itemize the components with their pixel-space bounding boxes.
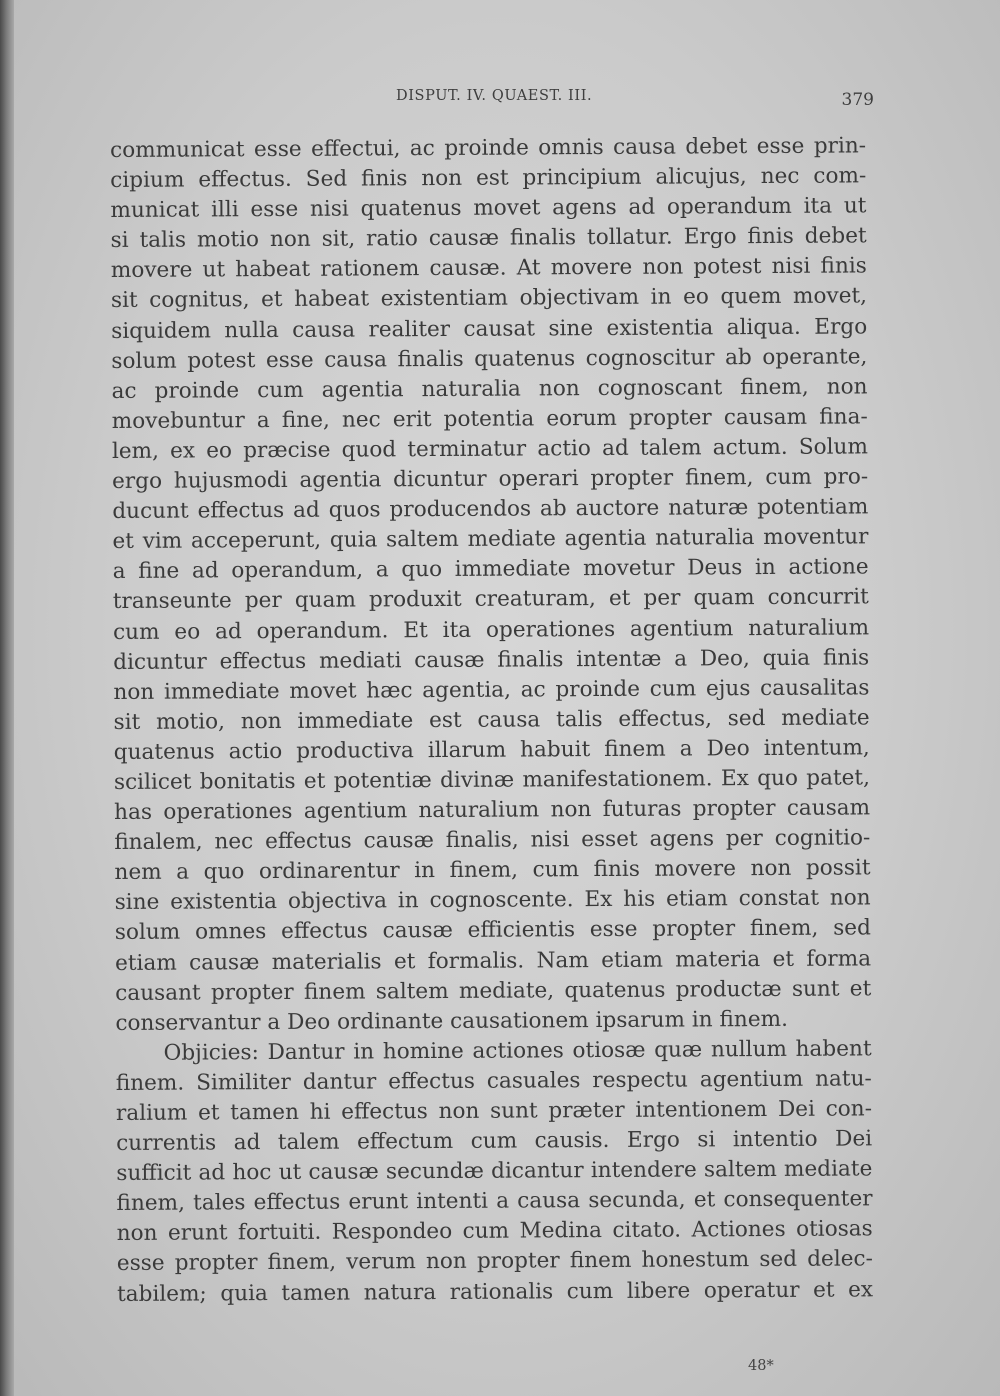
text-line: solum omnes effectus causæ efficientis esse propter finem, sed <box>114 915 871 946</box>
text-line: tabilem; quia tamen natura rationalis cum libere operatur et ex <box>116 1276 874 1307</box>
text-line: cipium effectus. Sed finis non est principium alicujus, nec com- <box>110 163 867 194</box>
page-header <box>108 88 874 112</box>
text-line: has operationes agentium naturalium non futuras propter causam <box>114 795 871 826</box>
body-text <box>110 131 873 1309</box>
text-line: finem, tales effectus erunt intenti a causa secunda, et consequenter <box>116 1186 873 1217</box>
text-line: causant propter finem saltem mediate, quatenus productæ sunt et <box>115 975 872 1006</box>
text-line: conservantur a Deo ordinante causationem ipsarum in finem. <box>115 1006 788 1036</box>
text-line: lem, ex eo præcise quod terminatur actio ad talem actum. Solum <box>111 434 868 464</box>
text-line: siquidem nulla causa realiter causat sine existentia aliqua. Ergo <box>111 313 868 344</box>
text-line: ac proinde cum agentia naturalia non cognoscant finem, non <box>111 374 868 404</box>
paragraph-2 <box>116 1034 874 1309</box>
binding-edge <box>0 0 14 1396</box>
text-line: transeunte per quam produxit creaturam, et per quam concurrit <box>112 584 869 615</box>
text-line: ralium et tamen hi effectus non sunt præter intentionem Dei con- <box>115 1096 873 1126</box>
text-line: non immediate movet hæc agentia, ac proinde cum ejus causalitas <box>113 675 870 705</box>
text-line: a fine ad operandum, a quo immediate movetur Deus in actione <box>112 554 869 585</box>
text-line: Objicies: Dantur in homine actiones otiosæ quæ nullum habent <box>163 1036 872 1066</box>
text-line: finalem, nec effectus causæ finalis, nisi esset agens per cognitio- <box>114 825 871 856</box>
text-line: si talis motio non sit, ratio causæ finalis tollatur. Ergo finis debet <box>110 223 867 254</box>
text-line: cum eo ad operandum. Et ita operationes agentium naturalium <box>112 614 870 645</box>
text-line: non erunt fortuiti. Respondeo cum Medina citato. Actiones otiosas <box>116 1216 873 1247</box>
page-number: 379 <box>841 90 874 110</box>
text-line: municat illi esse nisi quatenus movet agens ad operandum ita ut <box>110 193 867 224</box>
text-line: nem a quo ordinarentur in finem, cum finis movere non possit <box>114 855 871 886</box>
text-line: currentis ad talem effectum cum causis. Ergo si intentio Dei <box>116 1126 873 1157</box>
text-line: solum potest esse causa finalis quatenus cognoscitur ab operante, <box>111 344 868 374</box>
text-line: communicat esse effectui, ac proinde omnis causa debet esse prin- <box>110 133 867 163</box>
text-line: ducunt effectus ad quos producendos ab auctore naturæ potentiam <box>112 494 869 525</box>
signature-mark: 48* <box>748 1358 774 1374</box>
text-line: scilicet bonitatis et potentiæ divinæ manifestationem. Ex quo patet, <box>113 765 871 795</box>
text-line: sit cognitus, et habeat existentiam objectivam in eo quem movet, <box>110 283 868 314</box>
text-line: finem. Similiter dantur effectus casuales respectu agentium natu- <box>115 1066 872 1096</box>
text-line: sit motio, non immediate est causa talis effectus, sed mediate <box>113 705 870 735</box>
text-line: movebuntur a fine, nec erit potentia eorum propter causam fina- <box>111 404 868 434</box>
text-line: et vim acceperunt, quia saltem mediate agentia naturalia moventur <box>112 524 869 555</box>
text-line: ergo hujusmodi agentia dicuntur operari propter finem, cum pro- <box>112 464 869 495</box>
text-line: esse propter finem, verum non propter finem honestum sed delec- <box>116 1246 873 1277</box>
text-line: sufficit ad hoc ut causæ secundæ dicantur intendere saltem mediate <box>116 1156 873 1187</box>
text-line: movere ut habeat rationem causæ. At movere non potest nisi finis <box>110 253 867 284</box>
text-line: sine existentia objectiva in cognoscente. Ex his etiam constat non <box>114 885 871 916</box>
paragraph-1 <box>110 131 872 1038</box>
text-line: quatenus actio productiva illarum habuit finem a Deo intentum, <box>113 735 870 765</box>
text-line: etiam causæ materialis et formalis. Nam etiam materia et forma <box>114 945 872 976</box>
running-head: DISPUT. IV. QUAEST. III. <box>396 88 593 104</box>
text-line: dicuntur effectus mediati causæ finalis intentæ a Deo, quia finis <box>113 644 870 675</box>
